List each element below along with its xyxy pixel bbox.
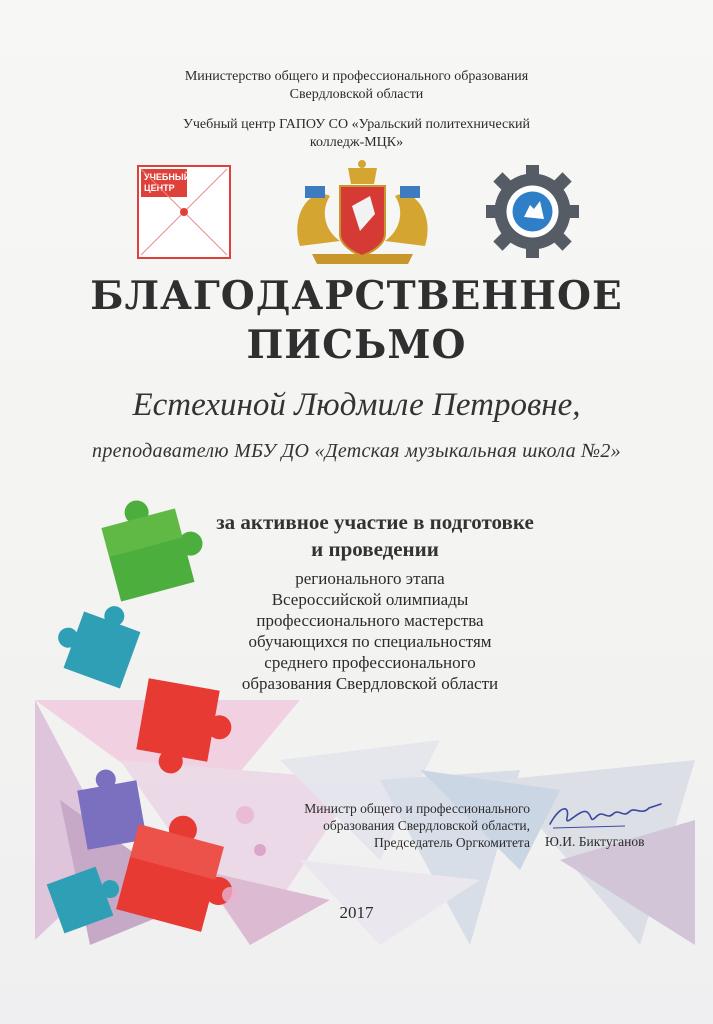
ministry-header [0, 68, 713, 104]
body-line: регионального этапа [295, 569, 445, 588]
document-title-line-2: ПИСЬМО [246, 322, 467, 368]
event-description [160, 568, 580, 694]
issue-year: 2017 [339, 903, 374, 922]
reason-line-2: и проведении [311, 537, 439, 561]
body-line: Всероссийской олимпиады [271, 590, 469, 609]
signatory-line-1: Министр общего и профессионального [304, 801, 530, 816]
reason-line-1: за активное участие в подготовке [216, 510, 534, 534]
recipient-position: преподавателю МБУ ДО «Детская музыкальная школа №2» [92, 440, 621, 462]
handwritten-signature [545, 798, 665, 832]
signatory-name: Ю.И. Биктуганов [545, 834, 645, 849]
center-header [0, 116, 713, 152]
logo-text-line-2: ЦЕНТР [144, 183, 175, 193]
signatory-line-3: Председатель Оргкомитета [374, 835, 530, 850]
document-title-line-1: БЛАГОДАРСТВЕННОЕ [90, 273, 623, 319]
center-line-2: колледж-МЦК» [309, 135, 404, 150]
body-line: обучающихся по специальностям [248, 632, 492, 651]
coat-of-arms-icon [290, 156, 435, 266]
ministry-line-1: Министерство общего и профессионального образования [184, 69, 529, 84]
body-line: образования Свердловской области [241, 674, 499, 693]
center-line-1: Учебный центр ГАПОУ СО «Уральский политехнический [182, 117, 531, 132]
training-center-logo-icon [137, 165, 231, 259]
ministry-line-2: Свердловской области [289, 87, 424, 102]
signatory-title [230, 800, 530, 851]
signatory-line-2: образования Свердловской области, [323, 818, 530, 833]
body-line: профессионального мастерства [256, 611, 484, 630]
logo-text-line-1: УЧЕБНЫЙ [144, 172, 191, 182]
recipient-name: Естехиной Людмиле Петровне, [132, 387, 581, 423]
body-line: среднего профессионального [264, 653, 476, 672]
olympiad-gear-emblem-icon [486, 165, 579, 258]
